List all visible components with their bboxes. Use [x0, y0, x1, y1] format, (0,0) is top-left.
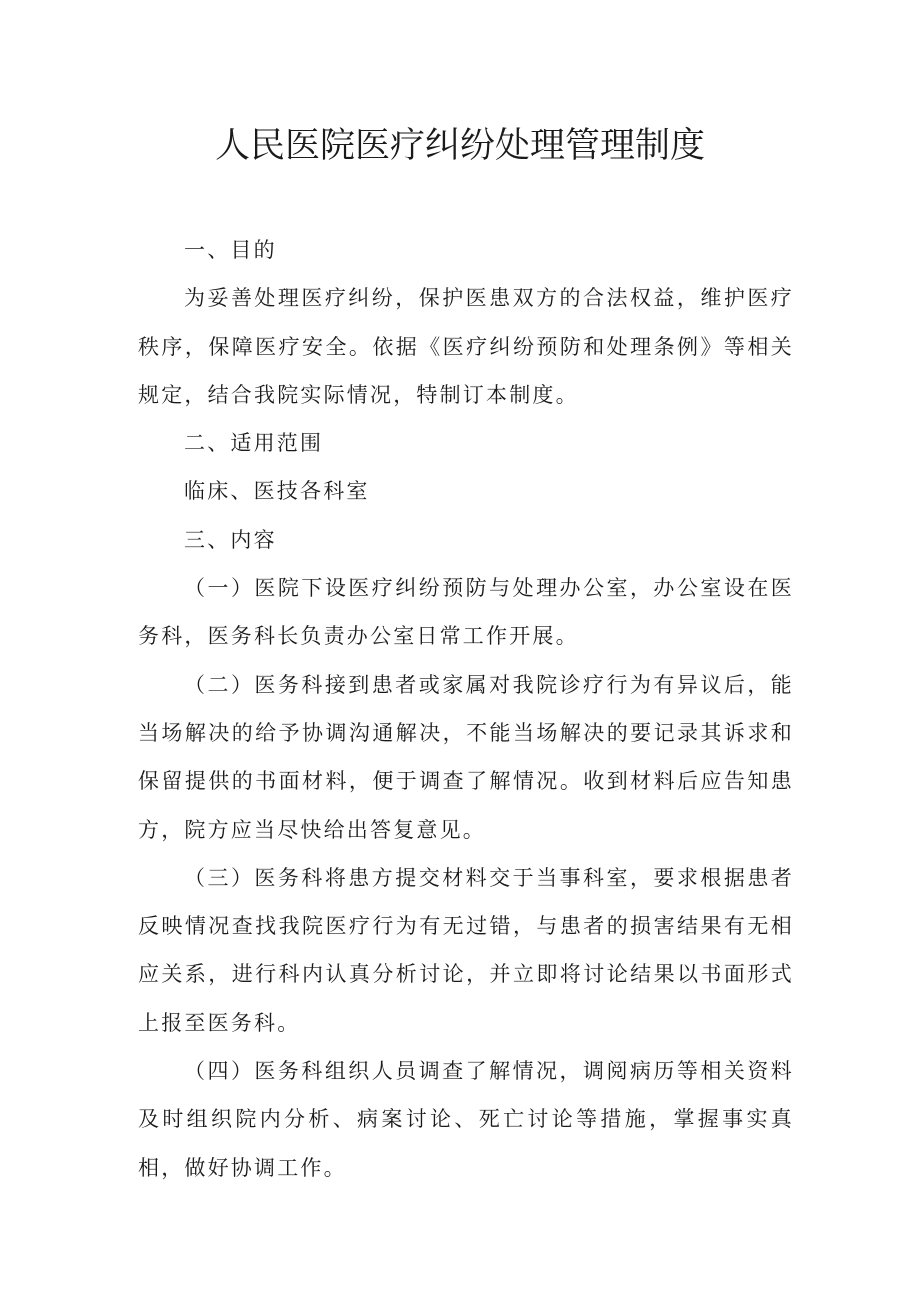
paragraph-item-1: （一）医院下设医疗纠纷预防与处理办公室，办公室设在医务科，医务科长负责办公室日常工作开展。	[138, 576, 794, 649]
section-heading-purpose: 一、目的	[184, 238, 277, 262]
paragraph-purpose: 为妥善处理医疗纠纷，保护医患双方的合法权益，维护医疗秩序，保障医疗安全。依据《医疗纠纷预防和处理条例》等相关规定，结合我院实际情况，特制订本制度。	[138, 286, 794, 407]
document-title: 人民医院医疗纠纷处理管理制度	[214, 126, 705, 166]
paragraph-item-4: （四）医务科组织人员调查了解情况，调阅病历等相关资料及时组织院内分析、病案讨论、死亡讨论等措施，掌握事实真相，做好协调工作。	[138, 1059, 794, 1180]
section-heading-content: 三、内容	[184, 527, 277, 552]
paragraph-item-3: （三）医务科将患方提交材料交于当事科室，要求根据患者反映情况查找我院医疗行为有无过错，与患者的损害结果有无相应关系，进行科内认真分析讨论，并立即将讨论结果以书面形式上报至医务科。	[138, 865, 794, 1035]
paragraph-item-2: （二）医务科接到患者或家属对我院诊疗行为有异议后，能当场解决的给予协调沟通解决，不能当场解决的要记录其诉求和保留提供的书面材料，便于调查了解情况。收到材料后应告知患方，院方应当尽快给出答复意见。	[138, 672, 794, 842]
paragraph-scope: 临床、医技各科室	[184, 479, 370, 504]
document-body	[138, 226, 794, 1192]
section-heading-scope: 二、适用范围	[184, 431, 324, 456]
